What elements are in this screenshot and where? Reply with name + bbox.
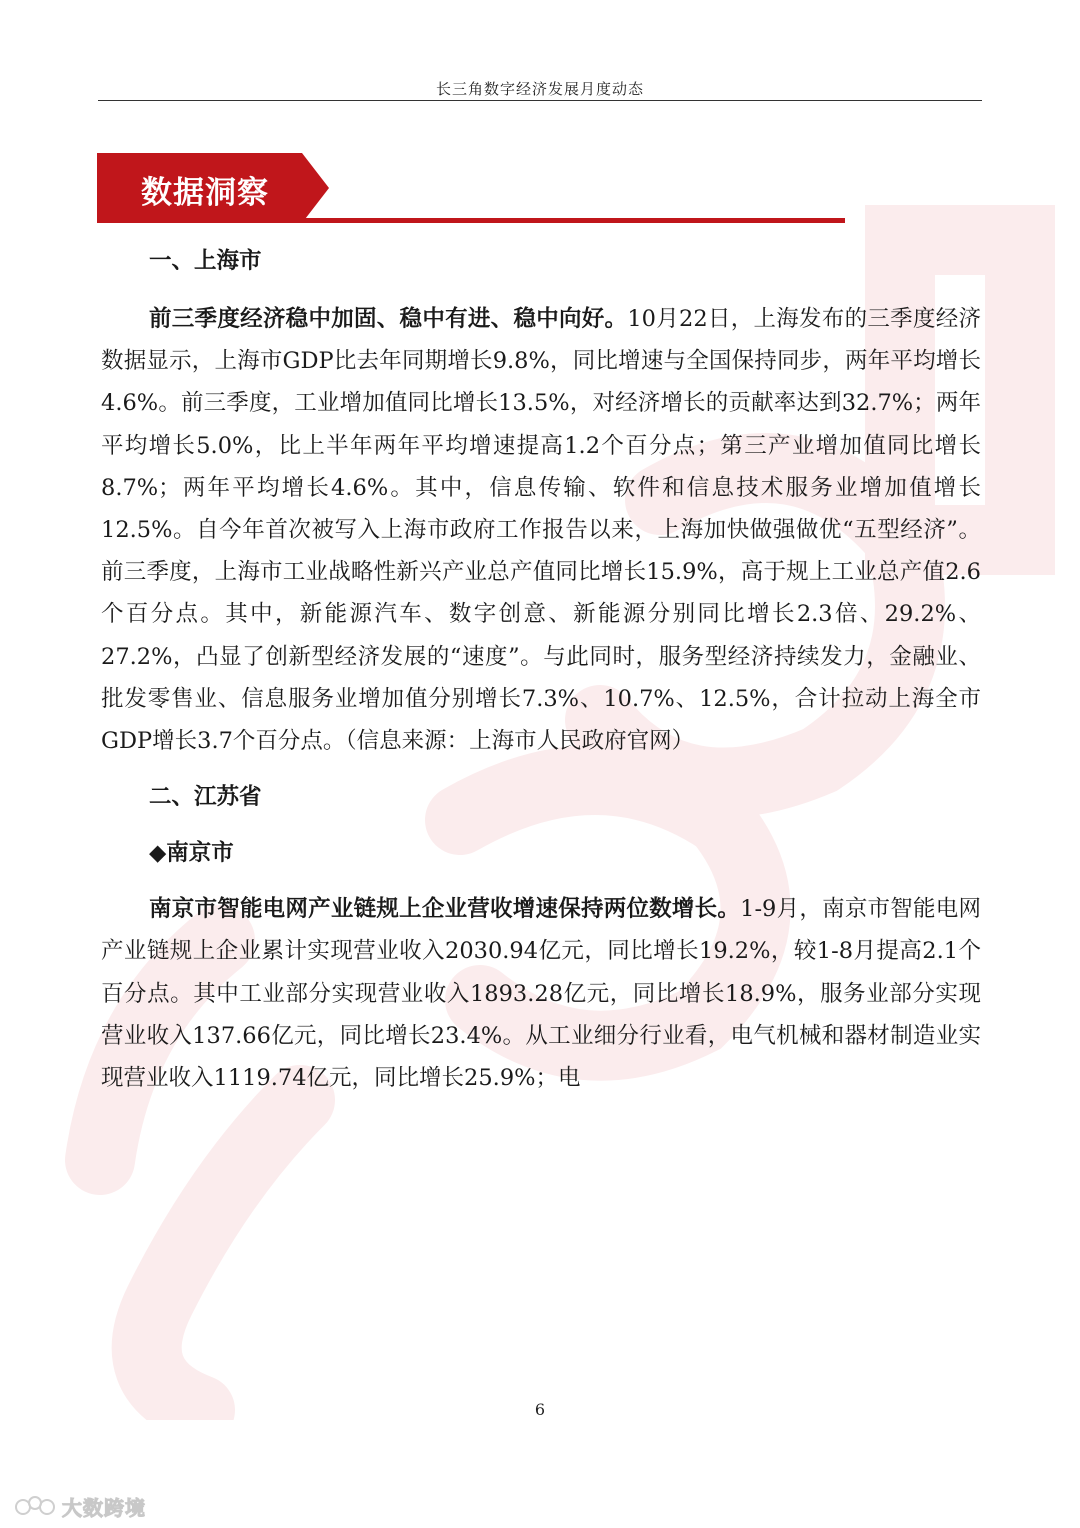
section-heading-shanghai: 一、上海市	[149, 248, 262, 274]
header-divider	[98, 100, 982, 101]
paragraph-shanghai	[101, 298, 981, 762]
footer-logo	[14, 1491, 146, 1521]
brand-logo-icon	[14, 1494, 56, 1518]
article-body	[101, 240, 981, 1099]
paragraph-text: 10月22日，上海发布的三季度经济数据显示，上海市GDP比去年同期增长9.8%，同比增速与全国保持同步，两年平均增长4.6%。前三季度，工业增加值同比增长13.5%，对经济增长的贡献率达到32.7%；两年平均增长5.0%，比上半年两年平均增速提高1.2个百分点；第三产业增加值同比增长8.7%；两年平均增长4.6%。其中，信息传输、软件和信息技术服务业增加值增长12.5%。自今年首次被写入上海市政府工作报告以来，上海加快做强做优“五型经济”。前三季度，上海市工业战略性新兴产业总产值同比增长15.9%，高于规上工业总产值2.6个百分点。其中，新能源汽车、数字创意、新能源分别同比增长2.3倍、29.2%、27.2%，凸显了创新型经济发展的“速度”。与此同时，服务型经济持续发力，金融业、批发零售业、信息服务业增加值分别增长7.3%、10.7%、12.5%，合计拉动上海全市GDP增长3.7个百分点。（信息来源：上海市人民政府官网）	[101, 306, 981, 755]
banner-title: 数据洞察	[141, 175, 269, 211]
paragraph-nanjing	[101, 888, 981, 1099]
paragraph-text: 1-9月，南京市智能电网产业链规上企业累计实现营业收入2030.94亿元，同比增长19.2%，较1-8月提高2.1个百分点。其中工业部分实现营业收入1893.28亿元，同比增长18.9%，服务业部分实现营业收入137.66亿元，同比增长23.4%。从工业细分行业看，电气机械和器材制造业实现营业收入1119.74亿元，同比增长25.9%；电	[101, 896, 981, 1092]
paragraph-lead: 南京市智能电网产业链规上企业营收增速保持两位数增长。	[149, 896, 741, 923]
section-banner	[97, 153, 329, 223]
page-number: 6	[534, 1400, 546, 1419]
brand-name: 大数跨境	[62, 1495, 146, 1520]
banner-underline	[97, 218, 845, 223]
paragraph-lead: 前三季度经济稳中加固、稳中有进、稳中向好。	[149, 306, 628, 332]
section-heading-jiangsu: 二、江苏省	[149, 784, 262, 811]
running-header: 长三角数字经济发展月度动态	[435, 80, 644, 98]
subheading-nanjing: ◆南京市	[149, 840, 234, 867]
